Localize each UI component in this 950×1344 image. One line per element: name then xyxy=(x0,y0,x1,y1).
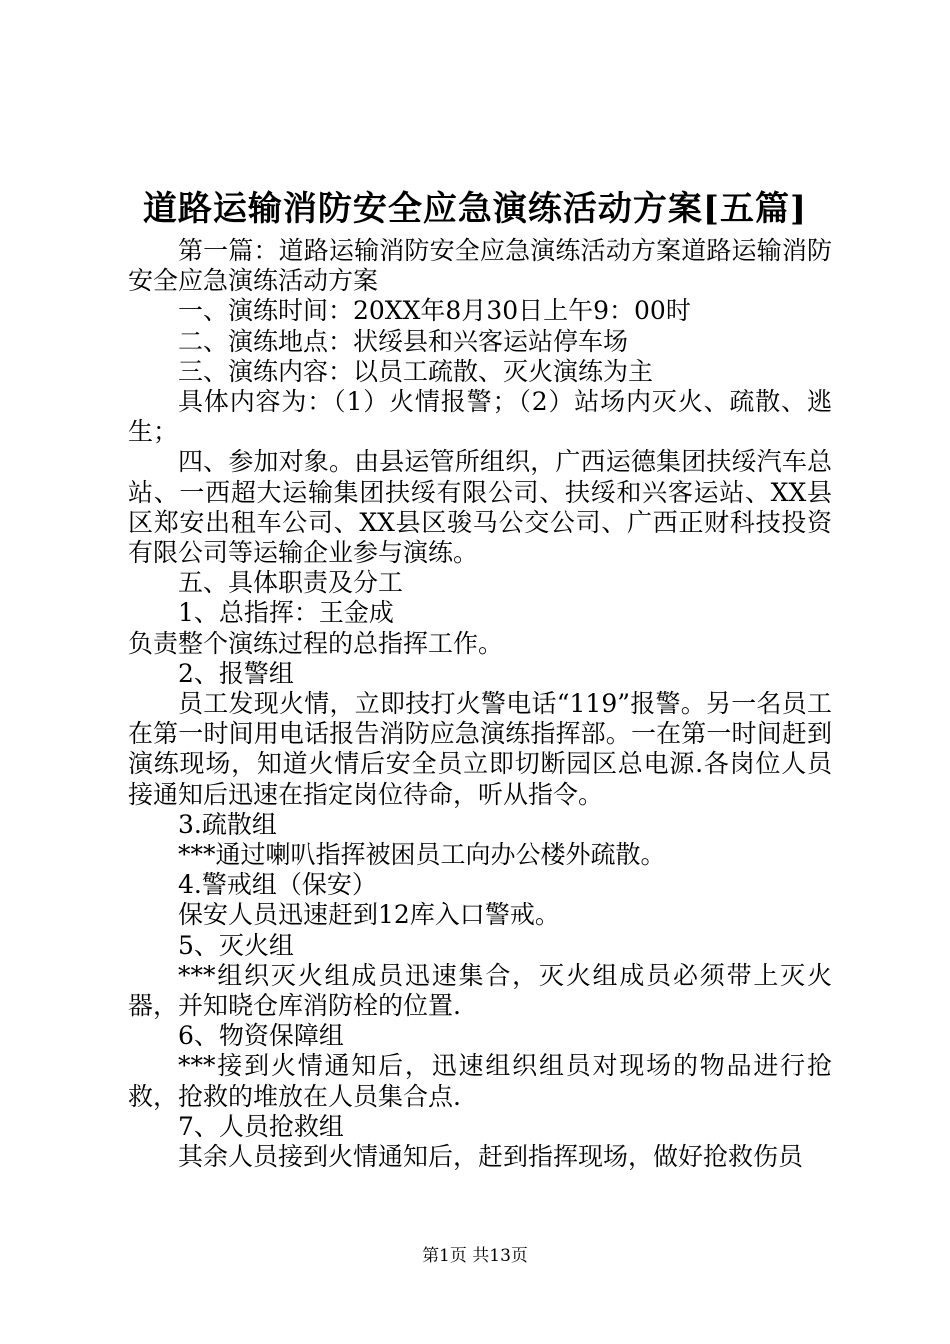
heading-alarm-group: 2、报警组 xyxy=(178,658,294,688)
heading-duties: 五、具体职责及分工 xyxy=(178,568,404,598)
paragraph-guard-group: 保安人员迅速赶到12库入口警戒。 xyxy=(178,900,560,930)
heading-supplies-group: 6、物资保障组 xyxy=(178,1021,344,1051)
paragraph-drill-content: 三、演练内容：以员工疏散、灭火演练为主 xyxy=(178,356,654,386)
paragraph-intro: 第一篇：道路运输消防安全应急演练活动方案道路运输消防安全应急演练活动方案 xyxy=(128,236,832,296)
paragraph-alarm-group: 员工发现火情，立即技打火警电话“119”报警。另一名员工在第一时间用电话报告消防应急演练指挥部。一在第一时间赶到演练现场，知道火情后安全员立即切断园区总电源.各岗位人员接通知后迅速在指定岗位待命，听从指令。 xyxy=(128,689,832,809)
heading-firefighting-group: 5、灭火组 xyxy=(178,930,294,960)
heading-rescue-group: 7、人员抢救组 xyxy=(178,1111,344,1141)
heading-guard-group: 4.警戒组（保安） xyxy=(178,870,377,900)
paragraph-participants: 四、参加对象。由县运管所组织，广西运德集团扶绥汽车总站、一西超大运输集团扶绥有限公司、扶绥和兴客运站、XX县区郑安出租车公司、XX县区骏马公交公司、广西正财科技投资有限公司等运输企业参与演练。 xyxy=(128,447,832,568)
paragraph-evacuation-group: ***通过喇叭指挥被困员工向办公楼外疏散。 xyxy=(178,840,666,870)
document-title: 道路运输消防安全应急演练活动方案[五篇] xyxy=(142,189,808,229)
paragraph-supplies-group: ***接到火情通知后，迅速组织组员对现场的物品进行抢救，抢救的堆放在人员集合点. xyxy=(128,1051,832,1111)
paragraph-commander-duty: 负责整个演练过程的总指挥工作。 xyxy=(128,628,504,658)
page-number-footer: 第1页 共13页 xyxy=(422,1246,528,1266)
paragraph-rescue-group: 其余人员接到火情通知后，赶到指挥现场，做好抢救伤员 xyxy=(178,1142,804,1172)
paragraph-specific-content: 具体内容为：（1）火情报警；（2）站场内灭火、疏散、逃生； xyxy=(128,387,832,447)
paragraph-drill-location: 二、演练地点：状绥县和兴客运站停车场 xyxy=(178,326,629,356)
paragraph-drill-time: 一、演练时间：20XX年8月30日上午9：00时 xyxy=(178,296,691,326)
heading-evacuation-group: 3.疏散组 xyxy=(178,809,277,839)
document-body xyxy=(128,236,832,1172)
paragraph-firefighting-group: ***组织灭火组成员迅速集合，灭火组成员必须带上灭火器，并知晓仓库消防栓的位置. xyxy=(128,960,832,1021)
heading-commander: 1、总指挥：王金成 xyxy=(178,598,394,628)
